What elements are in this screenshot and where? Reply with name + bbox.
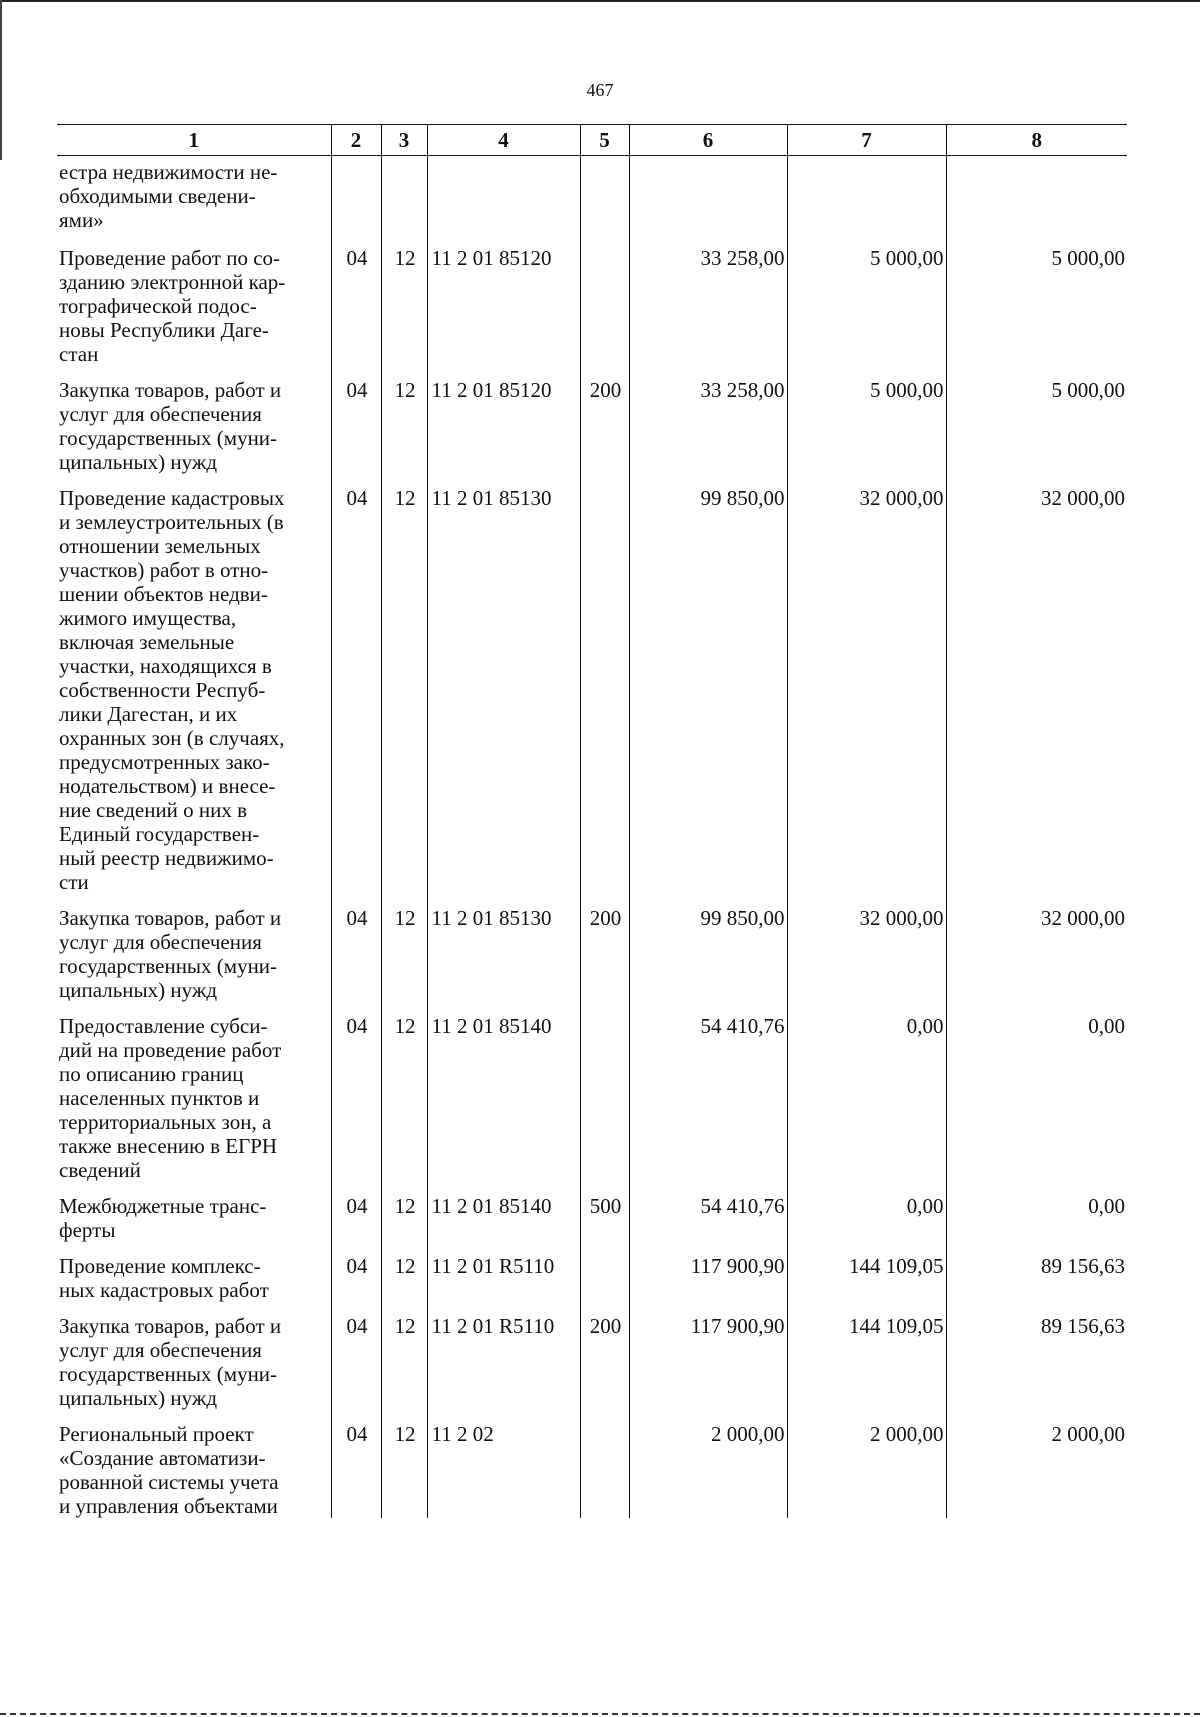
row-name-cell (57, 1410, 331, 1518)
row-name-line: территориальных зон, а (59, 1110, 272, 1134)
section-code-cell: 04 (331, 1242, 381, 1302)
row-name-line: населенных пунктов и (59, 1086, 260, 1110)
row-name-line: Закупка товаров, работ и (59, 906, 282, 930)
row-name-line: жимого имущества, (59, 606, 237, 630)
expense-type-cell (580, 236, 629, 366)
row-name-line: Межбюджетные транс- (59, 1194, 267, 1218)
expense-type-cell: 200 (580, 1302, 629, 1410)
row-name-cell (57, 1242, 331, 1302)
section-code-cell: 04 (331, 474, 381, 894)
row-name-line: Проведение комплекс- (59, 1254, 261, 1278)
subsection-code-cell: 12 (381, 1002, 427, 1182)
amount-col7-cell: 32 000,00 (787, 894, 946, 1002)
row-name-line: услуг для обеспечения (59, 930, 262, 954)
table-row (57, 1302, 1127, 1410)
amount-col8-cell: 5 000,00 (946, 366, 1127, 474)
amount-col8-cell: 89 156,63 (946, 1242, 1127, 1302)
amount-col6-cell: 117 900,90 (629, 1242, 787, 1302)
amount-col6-cell: 33 258,00 (629, 236, 787, 366)
amount-col7-cell (787, 156, 946, 237)
row-name-line: сведений (59, 1158, 141, 1182)
row-name-cell (57, 1002, 331, 1182)
amount-col7-cell: 144 109,05 (787, 1302, 946, 1410)
row-name-line: лики Дагестан, и их (59, 702, 238, 726)
row-name-cell (57, 236, 331, 366)
row-name-line: Закупка товаров, работ и (59, 1314, 282, 1338)
row-name-line: услуг для обеспечения (59, 1338, 262, 1362)
row-name-line: Единый государствен- (59, 822, 260, 846)
column-header-7: 7 (787, 125, 946, 156)
amount-col7-cell: 144 109,05 (787, 1242, 946, 1302)
row-name-cell (57, 474, 331, 894)
row-name-line: нодательством) и внесе- (59, 774, 276, 798)
amount-col8-cell: 89 156,63 (946, 1302, 1127, 1410)
row-name-line: дий на проведение работ (59, 1038, 282, 1062)
budget-table (57, 124, 1127, 1518)
column-header-4: 4 (427, 125, 580, 156)
column-header-6: 6 (629, 125, 787, 156)
table-row (57, 236, 1127, 366)
amount-col8-cell (946, 156, 1127, 237)
amount-col6-cell: 54 410,76 (629, 1002, 787, 1182)
row-name-line: участков) работ в отно- (59, 558, 269, 582)
column-header-3: 3 (381, 125, 427, 156)
amount-col7-cell: 2 000,00 (787, 1410, 946, 1518)
scan-edge-top (0, 0, 1200, 2)
row-name-cell (57, 366, 331, 474)
row-name-line: естра недвижимости не- (59, 160, 278, 184)
subsection-code-cell: 12 (381, 474, 427, 894)
amount-col8-cell: 32 000,00 (946, 474, 1127, 894)
subsection-code-cell: 12 (381, 1302, 427, 1410)
expense-type-cell: 500 (580, 1182, 629, 1242)
row-name-line: государственных (муни- (59, 954, 278, 978)
target-article-cell: 11 2 01 85120 (427, 236, 580, 366)
amount-col8-cell: 5 000,00 (946, 236, 1127, 366)
table-row (57, 474, 1127, 894)
amount-col6-cell: 99 850,00 (629, 474, 787, 894)
section-code-cell: 04 (331, 1002, 381, 1182)
row-name-line: Предоставление субси- (59, 1014, 268, 1038)
amount-col7-cell: 32 000,00 (787, 474, 946, 894)
table-header-row (57, 125, 1127, 156)
target-article-cell: 11 2 01 85140 (427, 1002, 580, 1182)
row-name-line: «Создание автоматизи- (59, 1446, 266, 1470)
row-name-line: услуг для обеспечения (59, 402, 262, 426)
subsection-code-cell: 12 (381, 894, 427, 1002)
row-name-line: участки, находящихся в (59, 654, 272, 678)
column-header-8: 8 (946, 125, 1127, 156)
target-article-cell: 11 2 01 R5110 (427, 1242, 580, 1302)
row-name-line: Закупка товаров, работ и (59, 378, 282, 402)
amount-col7-cell: 5 000,00 (787, 366, 946, 474)
expense-type-cell (580, 1242, 629, 1302)
row-name-line: сти (59, 870, 89, 894)
target-article-cell: 11 2 01 R5110 (427, 1302, 580, 1410)
amount-col6-cell: 33 258,00 (629, 366, 787, 474)
table-row (57, 1182, 1127, 1242)
expense-type-cell (580, 1002, 629, 1182)
column-header-5: 5 (580, 125, 629, 156)
row-name-line: Проведение кадастровых (59, 486, 285, 510)
row-name-line: государственных (муни- (59, 1362, 278, 1386)
row-name-line: Региональный проект (59, 1422, 254, 1446)
row-name-line: собственности Респуб- (59, 678, 266, 702)
row-name-line: ных кадастровых работ (59, 1278, 269, 1302)
amount-col6-cell: 117 900,90 (629, 1302, 787, 1410)
target-article-cell: 11 2 01 85120 (427, 366, 580, 474)
row-name-line: ципальных) нужд (59, 1386, 218, 1410)
table-row (57, 894, 1127, 1002)
target-article-cell: 11 2 02 (427, 1410, 580, 1518)
row-name-line: зданию электронной кар- (59, 270, 286, 294)
row-name-cell (57, 894, 331, 1002)
row-name-line: Проведение работ по со- (59, 246, 281, 270)
table-row (57, 366, 1127, 474)
row-name-line: шении объектов недви- (59, 582, 268, 606)
amount-col8-cell: 32 000,00 (946, 894, 1127, 1002)
row-name-cell (57, 156, 331, 237)
subsection-code-cell: 12 (381, 236, 427, 366)
amount-col6-cell: 99 850,00 (629, 894, 787, 1002)
scan-edge-bottom (0, 1713, 1200, 1715)
amount-col7-cell: 0,00 (787, 1182, 946, 1242)
amount-col6-cell: 54 410,76 (629, 1182, 787, 1242)
expense-type-cell: 200 (580, 366, 629, 474)
table-row (57, 1410, 1127, 1518)
subsection-code-cell: 12 (381, 366, 427, 474)
row-name-line: отношении земельных (59, 534, 261, 558)
row-name-line: ный реестр недвижимо- (59, 846, 274, 870)
amount-col6-cell: 2 000,00 (629, 1410, 787, 1518)
row-name-line: также внесению в ЕГРН (59, 1134, 278, 1158)
row-name-line: ями» (59, 208, 104, 232)
row-name-line: охранных зон (в случаях, (59, 726, 285, 750)
row-name-line: государственных (муни- (59, 426, 278, 450)
column-header-1: 1 (57, 125, 331, 156)
section-code-cell: 04 (331, 1302, 381, 1410)
table-row (57, 1242, 1127, 1302)
target-article-cell: 11 2 01 85130 (427, 894, 580, 1002)
target-article-cell: 11 2 01 85140 (427, 1182, 580, 1242)
subsection-code-cell (381, 156, 427, 237)
row-name-line: обходимыми сведени- (59, 184, 256, 208)
row-name-line: включая земельные (59, 630, 235, 654)
section-code-cell: 04 (331, 366, 381, 474)
target-article-cell (427, 156, 580, 237)
row-name-line: предусмотренных зако- (59, 750, 270, 774)
row-name-line: и управления объектами (59, 1494, 278, 1518)
section-code-cell: 04 (331, 894, 381, 1002)
amount-col8-cell: 0,00 (946, 1182, 1127, 1242)
column-header-2: 2 (331, 125, 381, 156)
subsection-code-cell: 12 (381, 1410, 427, 1518)
row-name-cell (57, 1182, 331, 1242)
section-code-cell: 04 (331, 236, 381, 366)
row-name-line: по описанию границ (59, 1062, 244, 1086)
table-row (57, 1002, 1127, 1182)
expense-type-cell: 200 (580, 894, 629, 1002)
table-row (57, 156, 1127, 237)
target-article-cell: 11 2 01 85130 (427, 474, 580, 894)
row-name-line: ципальных) нужд (59, 450, 218, 474)
table-body (57, 156, 1127, 1519)
subsection-code-cell: 12 (381, 1182, 427, 1242)
section-code-cell: 04 (331, 1410, 381, 1518)
expense-type-cell (580, 474, 629, 894)
row-name-line: новы Республики Даге- (59, 318, 269, 342)
amount-col6-cell (629, 156, 787, 237)
row-name-cell (57, 1302, 331, 1410)
row-name-line: и землеустроительных (в (59, 510, 284, 534)
expense-type-cell (580, 1410, 629, 1518)
row-name-line: ципальных) нужд (59, 978, 218, 1002)
page-number: 467 (586, 80, 614, 100)
amount-col8-cell: 2 000,00 (946, 1410, 1127, 1518)
section-code-cell (331, 156, 381, 237)
subsection-code-cell: 12 (381, 1242, 427, 1302)
expense-type-cell (580, 156, 629, 237)
amount-col7-cell: 0,00 (787, 1002, 946, 1182)
scan-edge-left (0, 0, 2, 160)
amount-col7-cell: 5 000,00 (787, 236, 946, 366)
row-name-line: стан (59, 342, 99, 366)
row-name-line: рованной системы учета (59, 1470, 279, 1494)
row-name-line: тографической подос- (59, 294, 257, 318)
row-name-line: ферты (59, 1218, 116, 1242)
amount-col8-cell: 0,00 (946, 1002, 1127, 1182)
row-name-line: ние сведений о них в (59, 798, 248, 822)
section-code-cell: 04 (331, 1182, 381, 1242)
